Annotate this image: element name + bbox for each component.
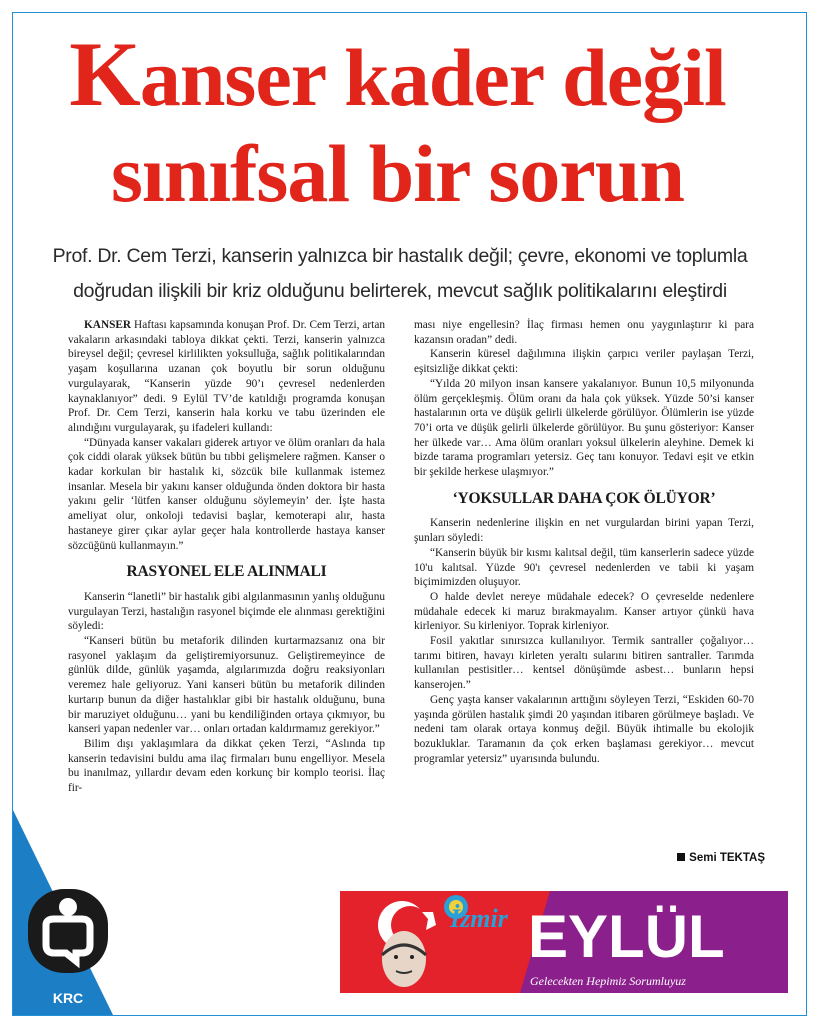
subheading: RASYONEL ELE ALINMALI: [126, 563, 327, 581]
paragraph: Kanserin küresel dağılımına ilişkin çarpıcı veriler paylaşan Terzi, eşitsizliğe dikkat çekti:: [414, 348, 754, 376]
paragraph: Fosil yakıtlar sınırsızca kullanılıyor. Termik santraller çoğalıyor… tarımı bitiren, havayı kirleten yeraltı sularını bitiren santraller. Tarımda kullanılan pestisitler… kentsel dönüşümde asbest… bunların hepsi kanserojen.”: [414, 635, 754, 692]
paragraph: [68, 318, 385, 436]
krc-label: KRC: [52, 990, 84, 1006]
paragraph: “Kanserin büyük bir kısmı kalıtsal değil, tüm kanserlerin sadece yüzde 10'u kalıtsal. Yüzde 90'ı çevresel nedenlerden ve tabii ki yaşam biçimimizden oluşuyor.: [414, 546, 754, 589]
paragraph: Kanserin “lanetli” bir hastalık gibi algılanmasının yanlış olduğunu vurgulayan Terzi, hastalığın rasyonel biçimde ele alınması gerektiğini söyledi:: [68, 590, 385, 633]
izmir-label: İzmir: [450, 904, 508, 933]
headline-line-1: [0, 23, 795, 125]
paragraph: Kanserin nedenlerine ilişkin en net vurgulardan birini yapan Terzi, şunları söyledi:: [414, 517, 754, 545]
paragraph: ması niye engellesin? İlaç firması hemen onu yaygınlaştırır ki para kazansın oradan” dedi.: [414, 319, 754, 346]
subheading: ‘YOKSULLAR DAHA ÇOK ÖLÜYOR’: [452, 489, 716, 507]
paragraph: “Kanseri bütün bu metaforik dilinden kurtarmazsanız ona bir rasyonel yaklaşım da geliştiremiyorsunuz. Geliştiremeyince de günlük dilde, günlük yaşamda, algılarımızda doğru reaksiyonları veremez hale geliyoruz. Yani kanseri bütün bu metaforik dilinden kurtarıp bunun da diğer hastalıklar gibi bir hastalık olduğunu, buna bir maruziyet olduğunu… yani bu kendiliğinden ortaya çıkmıyor, bu kanseri yapan nedenler var… onları ortadan kaldırmamız gerekiyor.”: [68, 635, 385, 736]
lead-word: KANSER: [84, 319, 132, 331]
paragraph: Bilim dışı yaklaşımlara da dikkat çeken Terzi, “Aslında tıp kanserin tedavisini buldu ama ilaç firmaları bunu engelliyor. Mesela bu inanılmaz, yıllardır devam eden korkunç bir komplo teorisi. İlaç fir-: [68, 737, 385, 795]
paragraph: “Dünyada kanser vakaları giderek artıyor ve ölüm oranları da hala çok ciddi olarak yüksek bütün bu tıbbi gelişmelere rağmen. Kanser o kadar korkulan bir hastalık ki, sözcük bile kullanmak istemez insanlar. Mesela bir yakını kanser olduğunda önden doktora bir hasta yakını gelir ‘lütfen kanser olduğunu söylemeyin’ der. İşte hasta ameliyat olur, onkoloji tedavisi başlar, kemoterapi alır, hasta hastaneye girer çıkar aylar geçer hala kontrollerde hastaya kanser sözcüğünü kullanmayın.”: [68, 436, 385, 552]
byline-square-icon: [677, 853, 685, 861]
deck-line-1: Prof. Dr. Cem Terzi, kanserin yalnızca bir hastalık değil; çevre, ekonomi ve toplumla: [52, 245, 748, 267]
paragraph: Genç yaşta kanser vakalarının arttığını söyleyen Terzi, “Eskiden 60-70 yaşında görülen hastalık şimdi 20 yaşından itibaren görülmeye başladı. Ve nedeni tam olarak ortaya konmuş değil. Büyük ihtimalle bu ekolojik bozukluklar. Taramanın da çok erken başlaması gerekiyor… mevcut programlar yetersiz” uyarısında bulundu.: [414, 693, 754, 765]
paragraph: O halde devlet nereye müdahale edecek? O çevreselde nedenlere müdahale edecek ki maruz bırakmayalım. Kanser artıyor çünkü hava kirleniyor. Su kirleniyor. Toprak kirleniyor.: [414, 590, 754, 633]
byline: [610, 852, 765, 864]
paragraph-text: Haftası kapsamında konuşan Prof. Dr. Cem Terzi, artan vakaların arkasındaki tabloya dikkat çekti. Terzi, kanserin yalnızca bireysel değil; çevresel kirlilikten yoksulluğa, sağlık politikalarından yaşam koşullarına uzanan çok boyutlu bir sorun olduğunu vurgulayarak, “Kanserin yüzde 90’ı çevresel nedenlerden kaynaklanıyor” dedi. 9 Eylül TV’de katıldığı programda konuşan Prof. Dr. Cem Terzi, kanserin hala korku ve tabu üzerinden ele alındığını vurgulayarak, şu ifadeleri kullandı:: [68, 319, 385, 434]
deck-line-2: doğrudan ilişkili bir kriz olduğunu belirterek, mevcut sağlık politikalarını eleştirdi: [73, 280, 727, 302]
paragraph: “Yılda 20 milyon insan kansere yakalanıyor. Bunun 10,5 milyonunda ölüm gerçekleşmiş. Ölüm oranı da hala çok yüksek. Yüzde 50’si kanser hastalarının orta ve düşük gelirli ülkelerde görülüyor. Ölümlerin ise yüzde 70’i orta ve düşük gelirli ülkelerde görülüyor. Bu şunu gösteriyor: Kanser her ülkede var… Ama ölüm oranları yoksul ülkelerin aleyhine. Demek ki bizde tarama programları yetersiz. Geç tanı konuyor. Tedavi eşit ve etkin bir şekilde herkese ulaşmıyor.”: [414, 377, 754, 479]
slogan-text: Gelecekten Hepimiz Sorumluyuz: [530, 974, 686, 988]
eylul-label: EYLÜL: [528, 903, 725, 970]
headline-line-2: sınıfsal bir sorun: [111, 128, 684, 219]
headline-line-1-text: anser kader değil: [139, 32, 726, 123]
article-right-column: [414, 318, 754, 766]
byline-name: Semi TEKTAŞ: [689, 852, 765, 864]
krc-logo-icon: [26, 885, 110, 995]
izmir-eylul-banner: [340, 885, 788, 997]
headline-drop-cap: K: [69, 23, 140, 125]
article-left-column: [68, 318, 385, 796]
